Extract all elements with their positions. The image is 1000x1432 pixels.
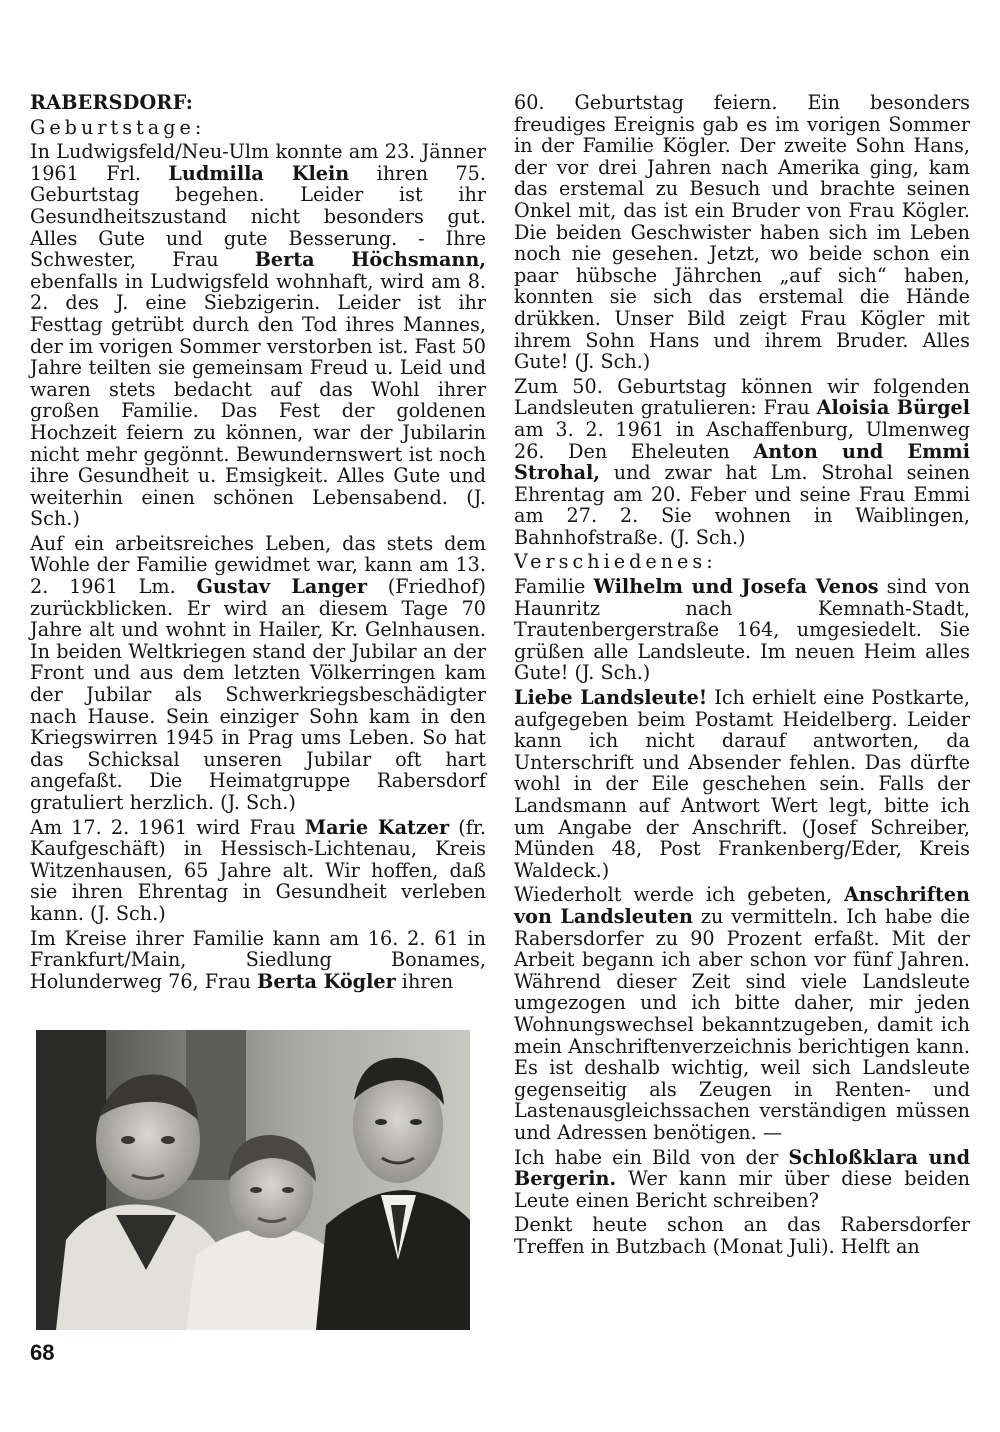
subheading-birthdays: Geburtstage:	[30, 115, 206, 139]
name-ludmilla-klein: Ludmilla Klein	[168, 161, 350, 185]
paragraph-addresses: Wiederholt werde ich gebeten, Anschriften von Landsleuten zu vermitteln. Ich habe die Rabersdorfer zu 90 Prozent erfaßt. Mit der Arbeit begann ich aber schon vor fünf Jahren. Während dieser Zeit sind viele Landsleute umgezogen und ich bitte daher, mir jeden Wohnungswechsel bekanntzugeben, damit ich mein Anschriftenverzeichnis berichtigen kann. Es ist deshalb wichtig, weil sich Landsleute gegenseitig als Zeugen in Renten- und Lastenausgleichssachen verständigen müssen und Adressen benötigen. —	[514, 883, 970, 1144]
name-aloisia-buergel: Aloisia Bürgel	[816, 396, 970, 420]
section-heading: RABERSDORF:	[30, 91, 193, 114]
bold-schlossklara: Schloßklara und Bergerin.	[514, 1145, 970, 1191]
right-column	[514, 92, 970, 1260]
name-marie-katzer: Marie Katzer	[304, 815, 450, 839]
paragraph-venos: Familie Wilhelm und Josefa Venos sind von Haunritz nach Kemnath-Stadt, Trautenbergerstraße 164, umgesiedelt. Sie grüßen alle Landsleute. Im neuen Heim alles Gute! (J. Sch.)	[514, 575, 970, 685]
paragraph-katzer: Am 17. 2. 1961 wird Frau Marie Katzer (fr. Kaufgeschäft) in Hessisch-Lichtenau, Kreis Witzenhausen, 65 Jahre alt. Wir hoffen, daß sie ihren Ehrentag in Gesundheit verleben kann. (J. Sch.)	[30, 815, 486, 925]
paragraph-treffen: Denkt heute schon an das Rabersdorfer Treffen in Butzbach (Monat Juli). Helft an	[514, 1213, 970, 1258]
lead-liebe-landsleute: Liebe Landsleute!	[514, 686, 708, 710]
subheading-misc: Verschiedenes:	[514, 550, 717, 574]
paragraph-langer: Auf ein arbeitsreiches Leben, das stets dem Wohle der Familie gewidmet war, kann am 13. 2. 1961 Lm. Gustav Langer (Friedhof) zurückblicken. Er wird an diesem Tage 70 Jahre alt und wohnt in Hailer, Kr. Gelnhausen. In beiden Weltkriegen stand der Jubilar an der Front und aus dem letzten Völkerringen kam der Jubilar als Schwerkriegsbeschädigter nach Hause. Sein einziger Sohn kam in den Kriegswirren 1945 in Prag ums Leben. So hat das Schicksal unseren Jubilar oft hart angefaßt. Die Heimatgruppe Rabersdorf gratuliert herzlich. (J. Sch.)	[30, 531, 486, 814]
name-berta-hoechsmann: Berta Höchsmann,	[254, 248, 486, 272]
photo-three-people-icon	[36, 1030, 470, 1330]
name-gustav-langer: Gustav Langer	[196, 575, 367, 599]
paragraph-koegler-start: Im Kreise ihrer Familie kann am 16. 2. 61 in Frankfurt/Main, Siedlung Bonames, Holunderweg 76, Frau Berta Kögler ihren	[30, 926, 486, 993]
name-berta-koegler: Berta Kögler	[257, 969, 396, 993]
bold-anschriften: Anschriften von Landsleuten	[514, 883, 970, 928]
paragraph-postcard: Liebe Landsleute! Ich erhielt eine Postkarte, aufgegeben beim Postamt Heidelberg. Leider kann ich nicht darauf antworten, da Unterschrift und Absender fehlen. Das dürfte wohl in der Eile geschehen sein. Falls der Landsmann auf Antwort Wert legt, bitte ich um Angabe der Anschrift. (Josef Schreiber, Münden 48, Post Frankenberg/Eder, Kreis Waldeck.)	[514, 686, 970, 882]
page-number: 68	[30, 1340, 55, 1365]
name-anton-emmi-strohal: Anton und Emmi Strohal,	[514, 439, 970, 485]
photo-koegler-family	[36, 1030, 470, 1330]
left-column	[30, 92, 486, 995]
paragraph-koegler-end: 60. Geburtstag feiern. Ein besonders freudiges Ereignis gab es im vorigen Sommer in der Familie Kögler. Der zweite Sohn Hans, der vor drei Jahren nach Amerika ging, kam das erstemal zu Besuch und brachte seinen Onkel mit, das ist ein Bruder von Frau Kögler. Die beiden Geschwister haben sich im Leben noch nie gesehen. Jetzt, wo beide schon ein paar hübsche Jährchen „auf sich“ haben, konnten sie sich das erstemal die Hände drükken. Unser Bild zeigt Frau Kögler mit ihrem Sohn Hans und ihrem Bruder. Alles Gute! (J. Sch.)	[514, 91, 970, 374]
paragraph-klein-hoechsmann: In Ludwigsfeld/Neu-Ulm konnte am 23. Jänner 1961 Frl. Ludmilla Klein ihren 75. Geburtstag begehen. Leider ist ihr Gesundheitszustand nicht besonders gut. Alles Gute und gute Besserung. - Ihre Schwester, Frau Berta Höchsmann, ebenfalls in Ludwigsfeld wohnhaft, wird am 8. 2. des J. eine Siebzigerin. Leider ist ihr Festtag getrübt durch den Tod ihres Mannes, der im vorigen Sommer verstorben ist. Fast 50 Jahre teilten sie gemeinsam Freud u. Leid und waren stets bedacht auf das Wohl ihrer großen Familie. Das Fest der goldenen Hochzeit feiern zu können, war der Jubilarin nicht mehr gegönnt. Bewundernswert ist noch ihre Gesundheit u. Emsigkeit. Alles Gute und weiterhin einen schönen Lebensabend. (J. Sch.)	[30, 140, 487, 531]
name-wilhelm-josefa-venos: Wilhelm und Josefa Venos	[593, 575, 879, 599]
paragraph-50th-birthdays: Zum 50. Geburtstag können wir folgenden Landsleuten gratulieren: Frau Aloisia Bürgel am 3. 2. 1961 in Aschaffenburg, Ulmenweg 26. Den Eheleuten Anton und Emmi Strohal, und zwar hat Lm. Strohal seinen Ehrentag am 20. Feber und seine Frau Emmi am 27. 2. Sie wohnen in Waiblingen, Bahnhofstraße. (J. Sch.)	[514, 374, 970, 549]
paragraph-schlossklara: Ich habe ein Bild von der Schloßklara und Bergerin. Wer kann mir über diese beiden Leute einen Bericht schreiben?	[514, 1145, 970, 1212]
